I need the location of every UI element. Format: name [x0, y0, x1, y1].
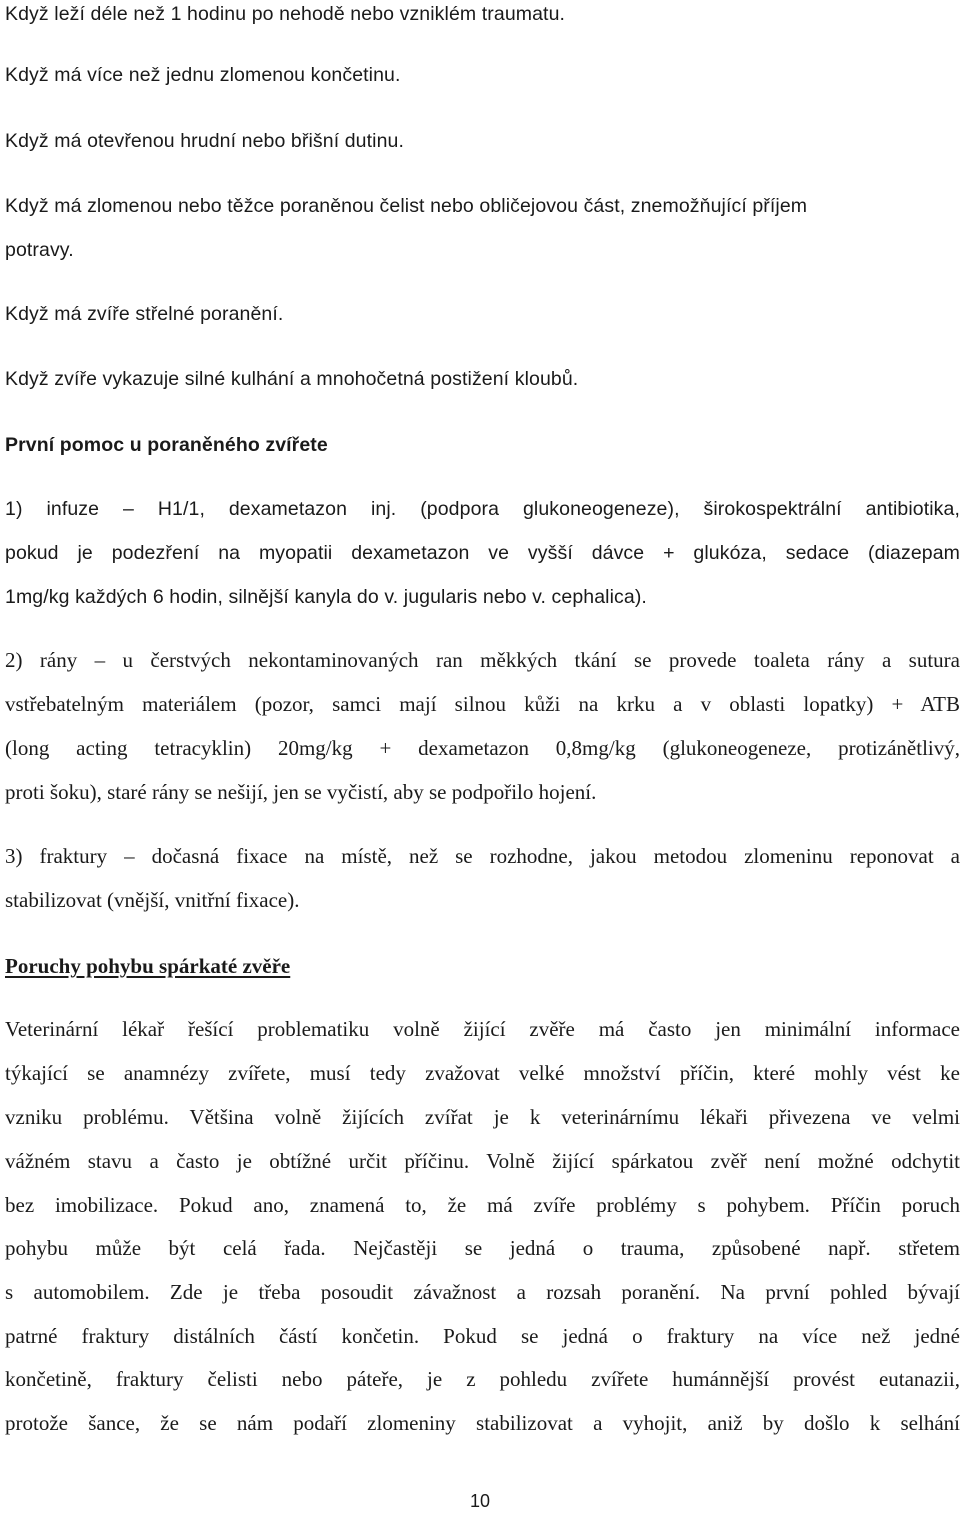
paragraph-line: vzniku problému. Většina volně žijících zvířat je k veterinárnímu lékaři přivezena ve velmi [5, 1105, 960, 1129]
paragraph-line: pokud je podezření na myopatii dexametazon ve vyšší dávce + glukóza, sedace (diazepam [5, 542, 960, 564]
paragraph-line: (long acting tetracyklin) 20mg/kg + dexametazon 0,8mg/kg (glukoneogeneze, protizánětlivý, [5, 736, 960, 760]
paragraph-line: vstřebatelným materiálem (pozor, samci mají silnou kůži na krku a v oblasti lopatky) + ATB [5, 692, 960, 716]
paragraph-line: 1) infuze – H1/1, dexametazon inj. (podpora glukoneogeneze), širokospektrální antibiotika, [5, 498, 960, 520]
list-item: Když má zlomenou nebo těžce poraněnou čelist nebo obličejovou část, znemožňující příjem [5, 195, 808, 217]
paragraph-line: končetině, fraktury čelisti nebo páteře, je z pohledu zvířete humánnější provést eutanazii, [5, 1367, 960, 1391]
paragraph-line: vážném stavu a často je obtížné určit příčinu. Volně žijící spárkatou zvěř není možné odchytit [5, 1149, 960, 1173]
paragraph-line: pohybu může být celá řada. Nejčastěji se jedná o trauma, způsobené např. střetem [5, 1236, 960, 1260]
paragraph-line: 3) fraktury – dočasná fixace na místě, než se rozhodne, jakou metodou zlomeninu reponovat a [5, 844, 960, 868]
paragraph-line: týkající se anamnézy zvířete, musí tedy zvažovat velké množství příčin, které mohly vést ke [5, 1061, 960, 1085]
page-number: 10 [469, 1491, 491, 1511]
list-item: Když leží déle než 1 hodinu po nehodě nebo vzniklém traumatu. [5, 3, 566, 25]
list-item: potravy. [5, 239, 74, 261]
list-item: Když zvíře vykazuje silné kulhání a mnohočetná postižení kloubů. [5, 368, 579, 390]
list-item: Když má zvíře střelné poranění. [5, 303, 284, 325]
paragraph-line: patrné fraktury distálních částí končetin. Pokud se jedná o fraktury na více než jedné [5, 1324, 960, 1348]
section-heading-first-aid: První pomoc u poraněného zvířete [5, 434, 328, 456]
paragraph-line: Veterinární lékař řešící problematiku volně žijící zvěře má často jen minimální informace [5, 1017, 960, 1041]
paragraph-line: 1mg/kg každých 6 hodin, silnější kanyla do v. jugularis nebo v. cephalica). [5, 586, 647, 608]
list-item: Když má více než jednu zlomenou končetinu. [5, 64, 401, 86]
section-heading-movement-disorders: Poruchy pohybu spárkaté zvěře [5, 954, 291, 978]
list-item: Když má otevřenou hrudní nebo břišní dutinu. [5, 130, 404, 152]
paragraph-line: protože šance, že se nám podaří zlomeniny stabilizovat a vyhojit, aniž by došlo k selhání [5, 1411, 960, 1435]
paragraph-line: bez imobilizace. Pokud ano, znamená to, že má zvíře problémy s pohybem. Příčin poruch [5, 1193, 960, 1217]
paragraph-line: stabilizovat (vnější, vnitřní fixace). [5, 888, 300, 912]
paragraph-line: proti šoku), staré rány se nešijí, jen se vyčistí, aby se podpořilo hojení. [5, 780, 597, 804]
paragraph-line: s automobilem. Zde je třeba posoudit závažnost a rozsah poranění. Na první pohled bývají [5, 1280, 960, 1304]
paragraph-line: 2) rány – u čerstvých nekontaminovaných ran měkkých tkání se provede toaleta rány a sutura [5, 648, 960, 672]
